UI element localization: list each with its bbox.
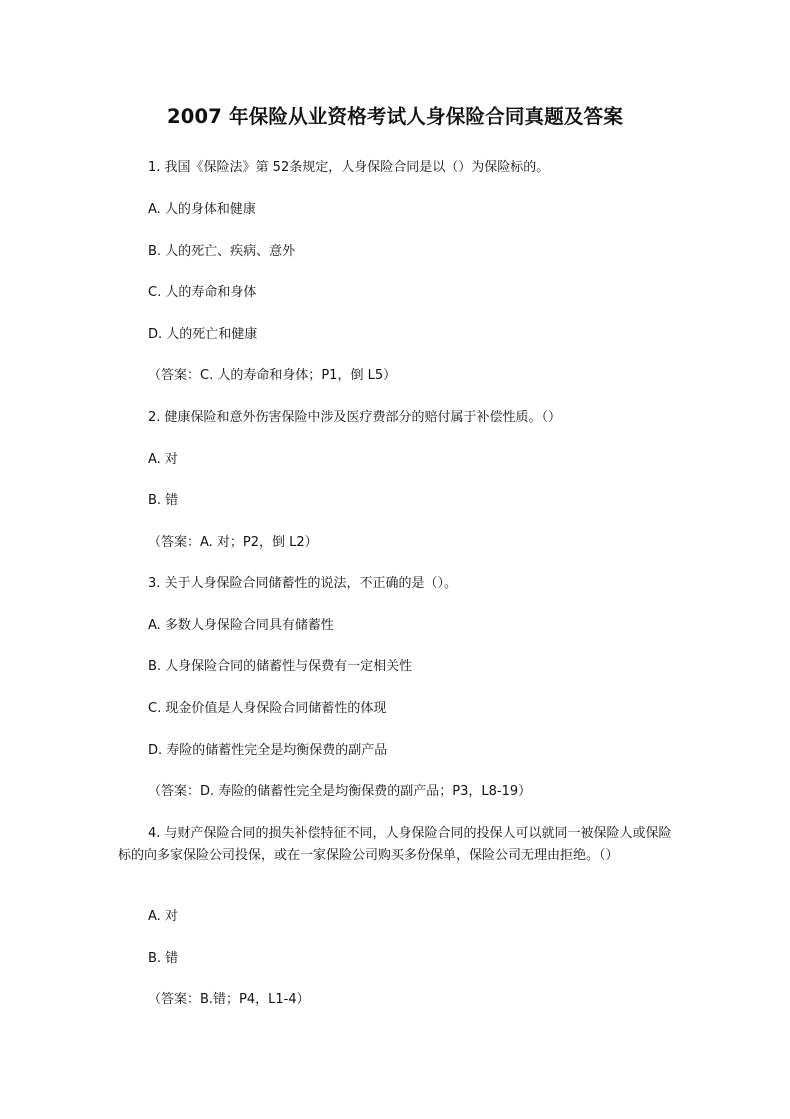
q3-option-b: B. 人身保险合同的储蓄性与保费有一定相关性 (148, 659, 413, 674)
q4-answer: （答案：B.错；P4，L1-4） (148, 992, 310, 1007)
q3-option-d: D. 寿险的储蓄性完全是均衡保费的副产品 (148, 743, 388, 758)
q1-answer: （答案：C. 人的寿命和身体；P1，倒 L5） (148, 368, 397, 383)
q3-answer: （答案：D. 寿险的储蓄性完全是均衡保费的副产品；P3，L8-19） (148, 784, 532, 799)
question-1: 1. 我国《保险法》第 52条规定，人身保险合同是以（）为保险标的。 (148, 160, 550, 175)
q1-option-a: A. 人的身体和健康 (148, 202, 256, 217)
q2-answer: （答案：A. 对；P2，倒 L2） (148, 535, 318, 550)
q1-option-c: C. 人的寿命和身体 (148, 285, 257, 300)
q1-option-d: D. 人的死亡和健康 (148, 327, 258, 342)
q3-option-c: C. 现金价值是人身保险合同储蓄性的体现 (148, 701, 387, 716)
q3-option-a: A. 多数人身保险合同具有储蓄性 (148, 618, 334, 633)
question-3: 3. 关于人身保险合同储蓄性的说法，不正确的是（）。 (148, 576, 458, 591)
q1-option-b: B. 人的死亡、疾病、意外 (148, 244, 296, 259)
question-2: 2. 健康保险和意外伤害保险中涉及医疗费部分的赔付属于补偿性质。（） (148, 410, 562, 425)
q4-option-a: A. 对 (148, 909, 178, 924)
q2-option-a: A. 对 (148, 452, 178, 467)
q2-option-b: B. 错 (148, 493, 179, 508)
question-4 (118, 823, 678, 866)
q4-option-b: B. 错 (148, 951, 179, 966)
document-title: 2007 年保险从业资格考试人身保险合同真题及答案 (166, 105, 624, 128)
question-4-text: 4. 与财产保险合同的损失补偿特征不同，人身保险合同的投保人可以就同一被保险人或保险标的向多家保险公司投保，或在一家保险公司购买多份保单，保险公司无理由拒绝。（） (118, 826, 672, 863)
